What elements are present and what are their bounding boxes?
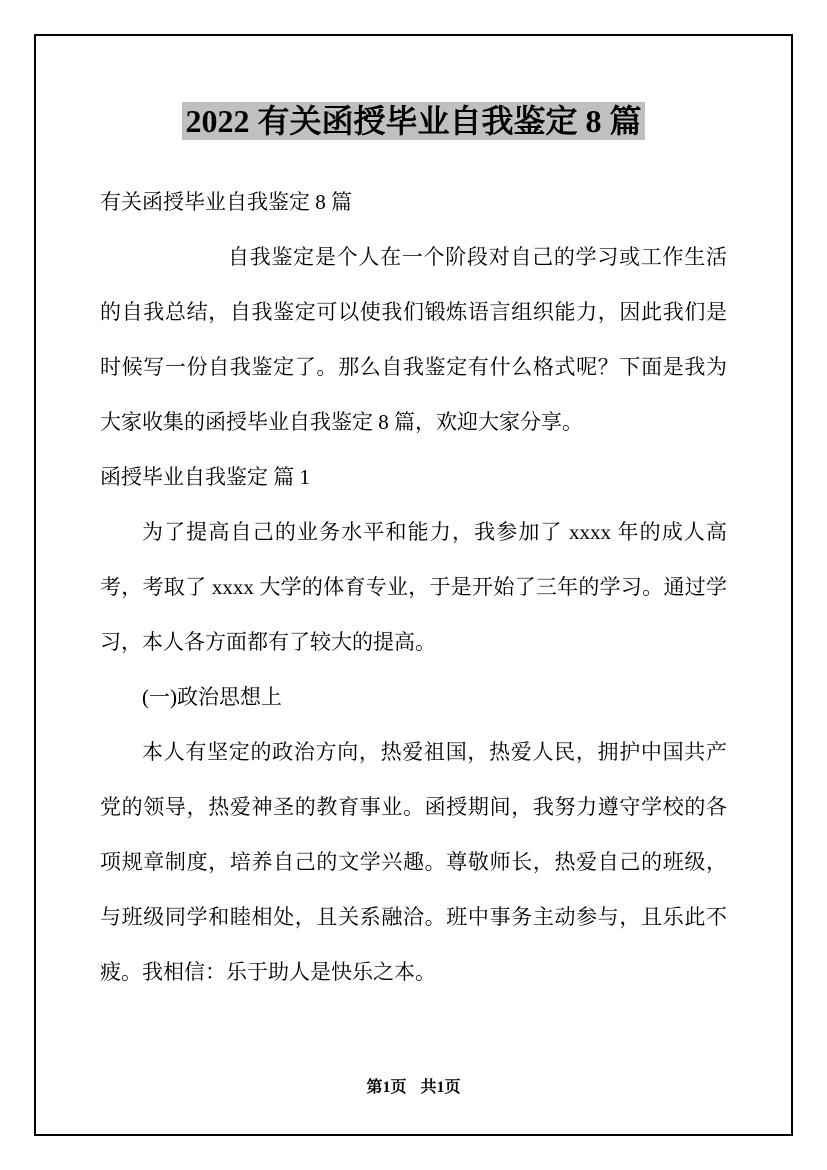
section-heading-part1: 函授毕业自我鉴定 篇 1 [100,465,310,489]
paragraph-intro: 自我鉴定是个人在一个阶段对自己的学习或工作生活的自我总结，自我鉴定可以使我们锻炼语言组织能力，因此我们是时候写一份自我鉴定了。那么自我鉴定有什么格式呢？下面是我为大家收集的函授毕业自我鉴定 8 篇，欢迎大家分享。 [100,245,727,434]
current-page-label: 第1页 [366,1079,407,1096]
total-pages-label: 共1页 [420,1079,461,1096]
document-page [34,34,793,1136]
document-body [100,175,727,1000]
document-content [36,97,791,1000]
paragraph-body-1: 为了提高自己的业务水平和能力，我参加了 xxxx 年的成人高考，考取了 xxxx 大学的体育专业，于是开始了三年的学习。通过学习，本人各方面都有了较大的提高。 [100,520,727,654]
subsection-heading-political: (一)政治思想上 [142,685,282,709]
paragraph-body-2: 本人有坚定的政治方向，热爱祖国，热爱人民，拥护中国共产党的领导，热爱神圣的教育事业。函授期间，我努力遵守学校的各项规章制度，培养自己的文学兴趣。尊敬师长，热爱自己的班级，与班级同学和睦相处，且关系融洽。班中事务主动参与，且乐此不疲。我相信：乐于助人是快乐之本。 [100,740,727,984]
document-title [100,97,727,152]
title-highlighted-text: 2022 有关函授毕业自我鉴定 8 篇 [182,102,644,140]
page-footer [36,1080,791,1096]
paragraph-subtitle: 有关函授毕业自我鉴定 8 篇 [100,190,352,214]
